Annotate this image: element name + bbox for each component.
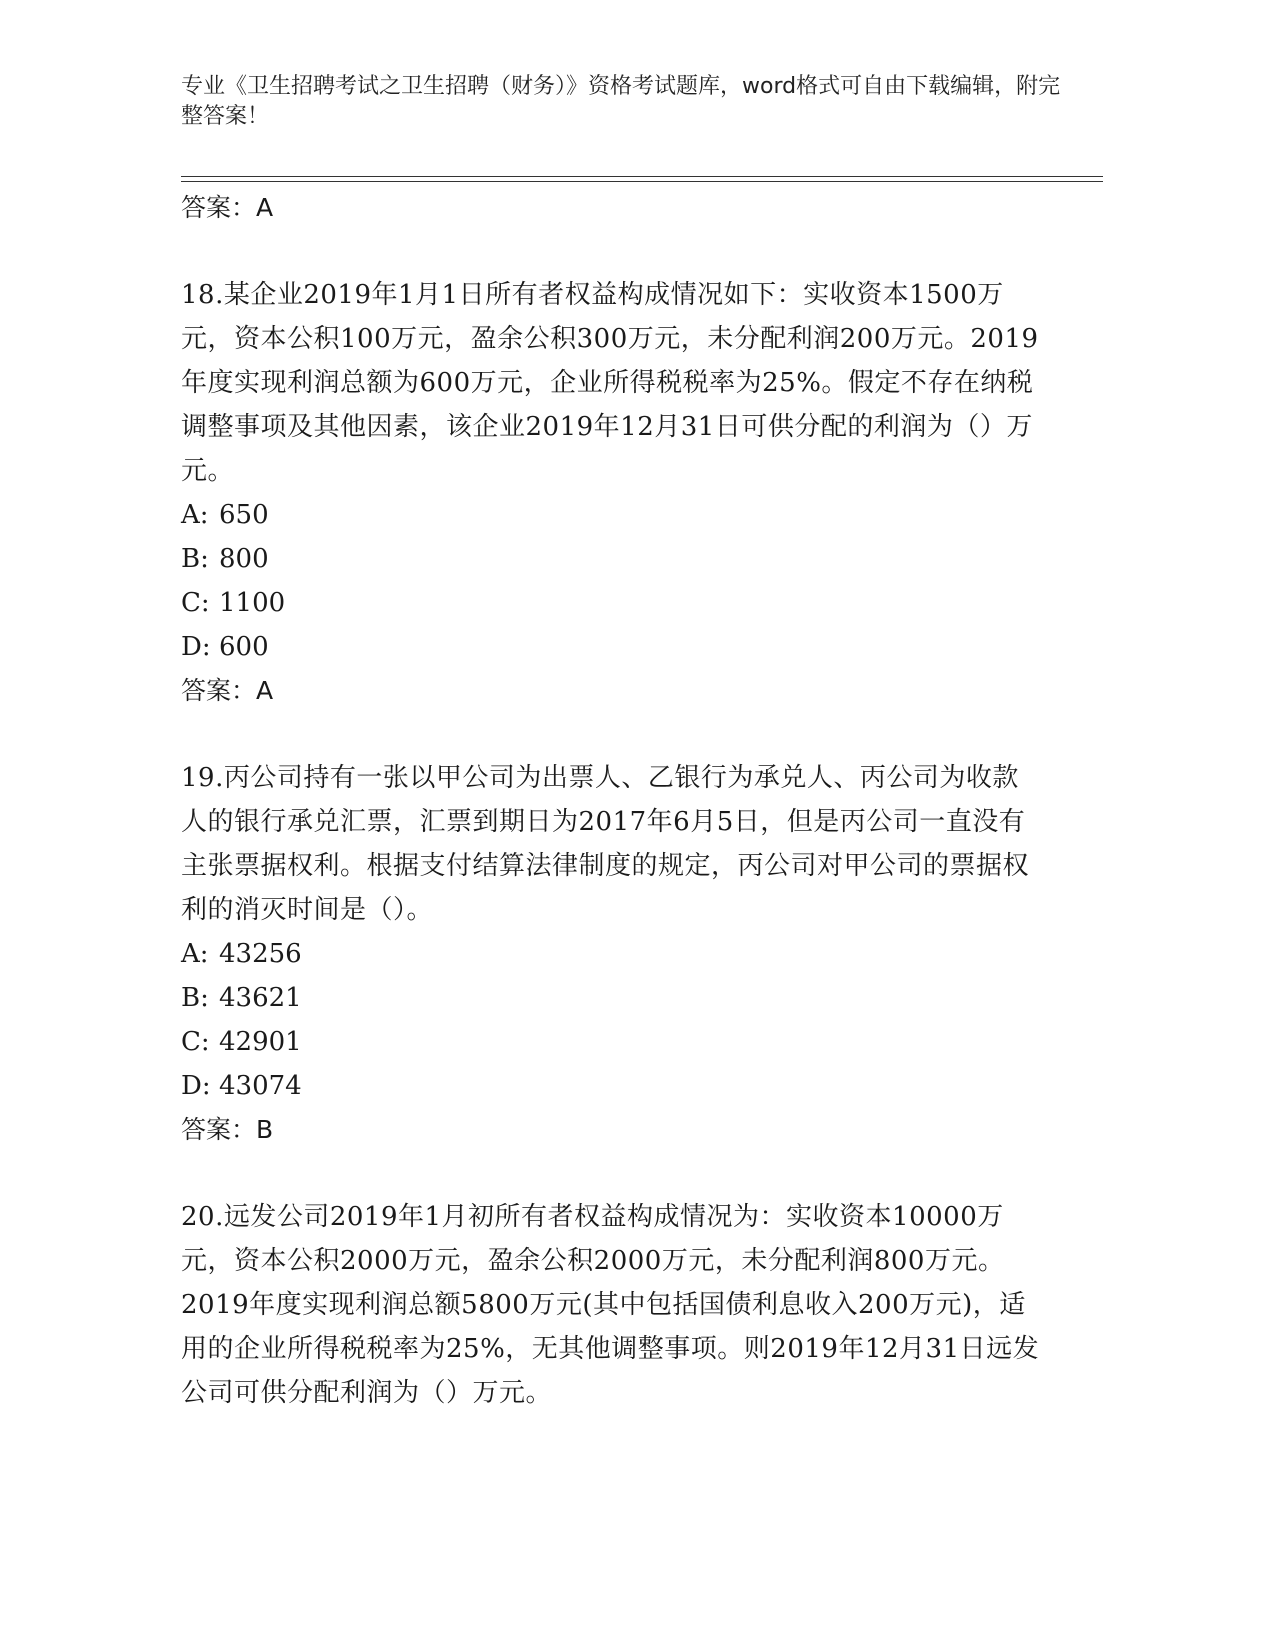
question-block-20 (181, 1195, 1041, 1415)
document-header: 专业《卫生招聘考试之卫生招聘（财务）》资格考试题库，word格式可自由下载编辑，附完整答案！ (181, 74, 1061, 129)
document-body (181, 186, 1041, 1415)
option-letter: D: (181, 1071, 211, 1101)
option-d (181, 625, 1041, 669)
option-letter: A: (181, 500, 209, 530)
option-letter: B: (181, 983, 209, 1013)
option-value: 600 (219, 632, 269, 662)
answer-line: 答案：A (181, 676, 274, 705)
option-c (181, 581, 1041, 625)
option-letter: C: (181, 588, 210, 618)
option-a (181, 932, 1041, 976)
option-b (181, 537, 1041, 581)
option-value: 43256 (219, 939, 302, 969)
option-value: 43621 (219, 983, 302, 1013)
option-value: 650 (219, 500, 269, 530)
option-a (181, 493, 1041, 537)
option-letter: A: (181, 939, 209, 969)
header-divider (181, 176, 1103, 182)
answer-line: 答案：A (181, 193, 274, 222)
question-text: 20.远发公司2019年1月初所有者权益构成情况为：实收资本10000万元，资本公积2000万元，盈余公积2000万元，未分配利润800万元。2019年度实现利润总额5800万元(其中包括国债利息收入200万元)，适用的企业所得税税率为25%，无其他调整事项。则2019年12月31日远发公司可供分配利润为（）万元。 (181, 1202, 1040, 1408)
option-c (181, 1020, 1041, 1064)
option-letter: D: (181, 632, 211, 662)
option-value: 43074 (219, 1071, 302, 1101)
question-block-19 (181, 756, 1041, 1152)
question-block-18 (181, 273, 1041, 713)
option-letter: C: (181, 1027, 210, 1057)
question-text: 19.丙公司持有一张以甲公司为出票人、乙银行为承兑人、丙公司为收款人的银行承兑汇票，汇票到期日为2017年6月5日，但是丙公司一直没有主张票据权利。根据支付结算法律制度的规定，丙公司对甲公司的票据权利的消灭时间是（）。 (181, 763, 1030, 925)
question-text: 18.某企业2019年1月1日所有者权益构成情况如下：实收资本1500万元，资本公积100万元，盈余公积300万元，未分配利润200万元。2019年度实现利润总额为600万元，企业所得税税率为25%。假定不存在纳税调整事项及其他因素，该企业2019年12月31日可供分配的利润为（）万元。 (181, 280, 1039, 486)
option-letter: B: (181, 544, 209, 574)
option-value: 42901 (219, 1027, 302, 1057)
option-b (181, 976, 1041, 1020)
option-d (181, 1064, 1041, 1108)
option-value: 1100 (219, 588, 286, 618)
option-value: 800 (219, 544, 269, 574)
answer-line: 答案：B (181, 1115, 274, 1144)
